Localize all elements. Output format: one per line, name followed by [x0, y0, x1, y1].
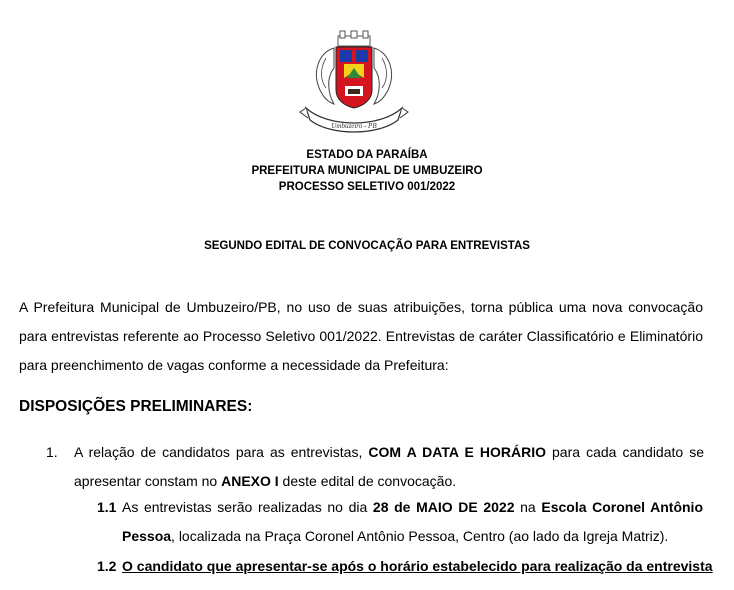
- item-1-number: 1.: [46, 444, 58, 460]
- item-1-1-number: 1.1: [97, 499, 117, 515]
- item-1-1-part2: na: [514, 499, 542, 515]
- item-1-part1: A relação de candidatos para as entrevistas,: [74, 444, 369, 460]
- state-name: ESTADO DA PARAÍBA: [306, 149, 428, 161]
- section-title: DISPOSIÇÕES PRELIMINARES:: [19, 398, 253, 415]
- item-1-part3: deste edital de convocação.: [278, 473, 457, 489]
- item-1-1-text: [122, 493, 703, 551]
- process-name: PROCESSO SELETIVO 001/2022: [278, 181, 456, 193]
- item-1-part2: para cada candidato se apresentar constam no: [74, 444, 704, 489]
- item-1-1-bold2: Escola Coronel Antônio Pessoa: [122, 499, 703, 544]
- item-1-text: [74, 438, 704, 496]
- item-1-1-part1: As entrevistas serão realizadas no dia: [122, 499, 373, 515]
- edital-title: SEGUNDO EDITAL DE CONVOCAÇÃO PARA ENTREVISTAS: [204, 240, 530, 252]
- item-1-2-number: 1.2: [97, 558, 117, 574]
- prefecture-name: PREFEITURA MUNICIPAL DE UMBUZEIRO: [251, 165, 483, 177]
- item-1-1-bold1: 28 de MAIO DE 2022: [372, 499, 515, 515]
- item-1-2-text: O candidato que apresentar-se após o horário estabelecido para realização da entrevista: [122, 558, 713, 574]
- crest-ribbon-text: Umbuzeiro - PB: [331, 122, 377, 130]
- item-1-1-part3: , localizada na Praça Coronel Antônio Pessoa, Centro (ao lado da Igreja Matriz).: [171, 528, 669, 544]
- municipal-crest-logo: [298, 28, 410, 140]
- intro-paragraph: A Prefeitura Municipal de Umbuzeiro/PB, no uso de suas atribuições, torna pública uma nova convocação para entrevistas referente ao Processo Seletivo 001/2022. Entrevistas de caráter Classificatório e Eliminatório para preenchimento de vagas conforme a necessidade da Prefeitura:: [19, 299, 703, 373]
- item-1-bold2: ANEXO I: [221, 473, 279, 489]
- item-1-bold1: COM A DATA E HORÁRIO: [368, 444, 546, 460]
